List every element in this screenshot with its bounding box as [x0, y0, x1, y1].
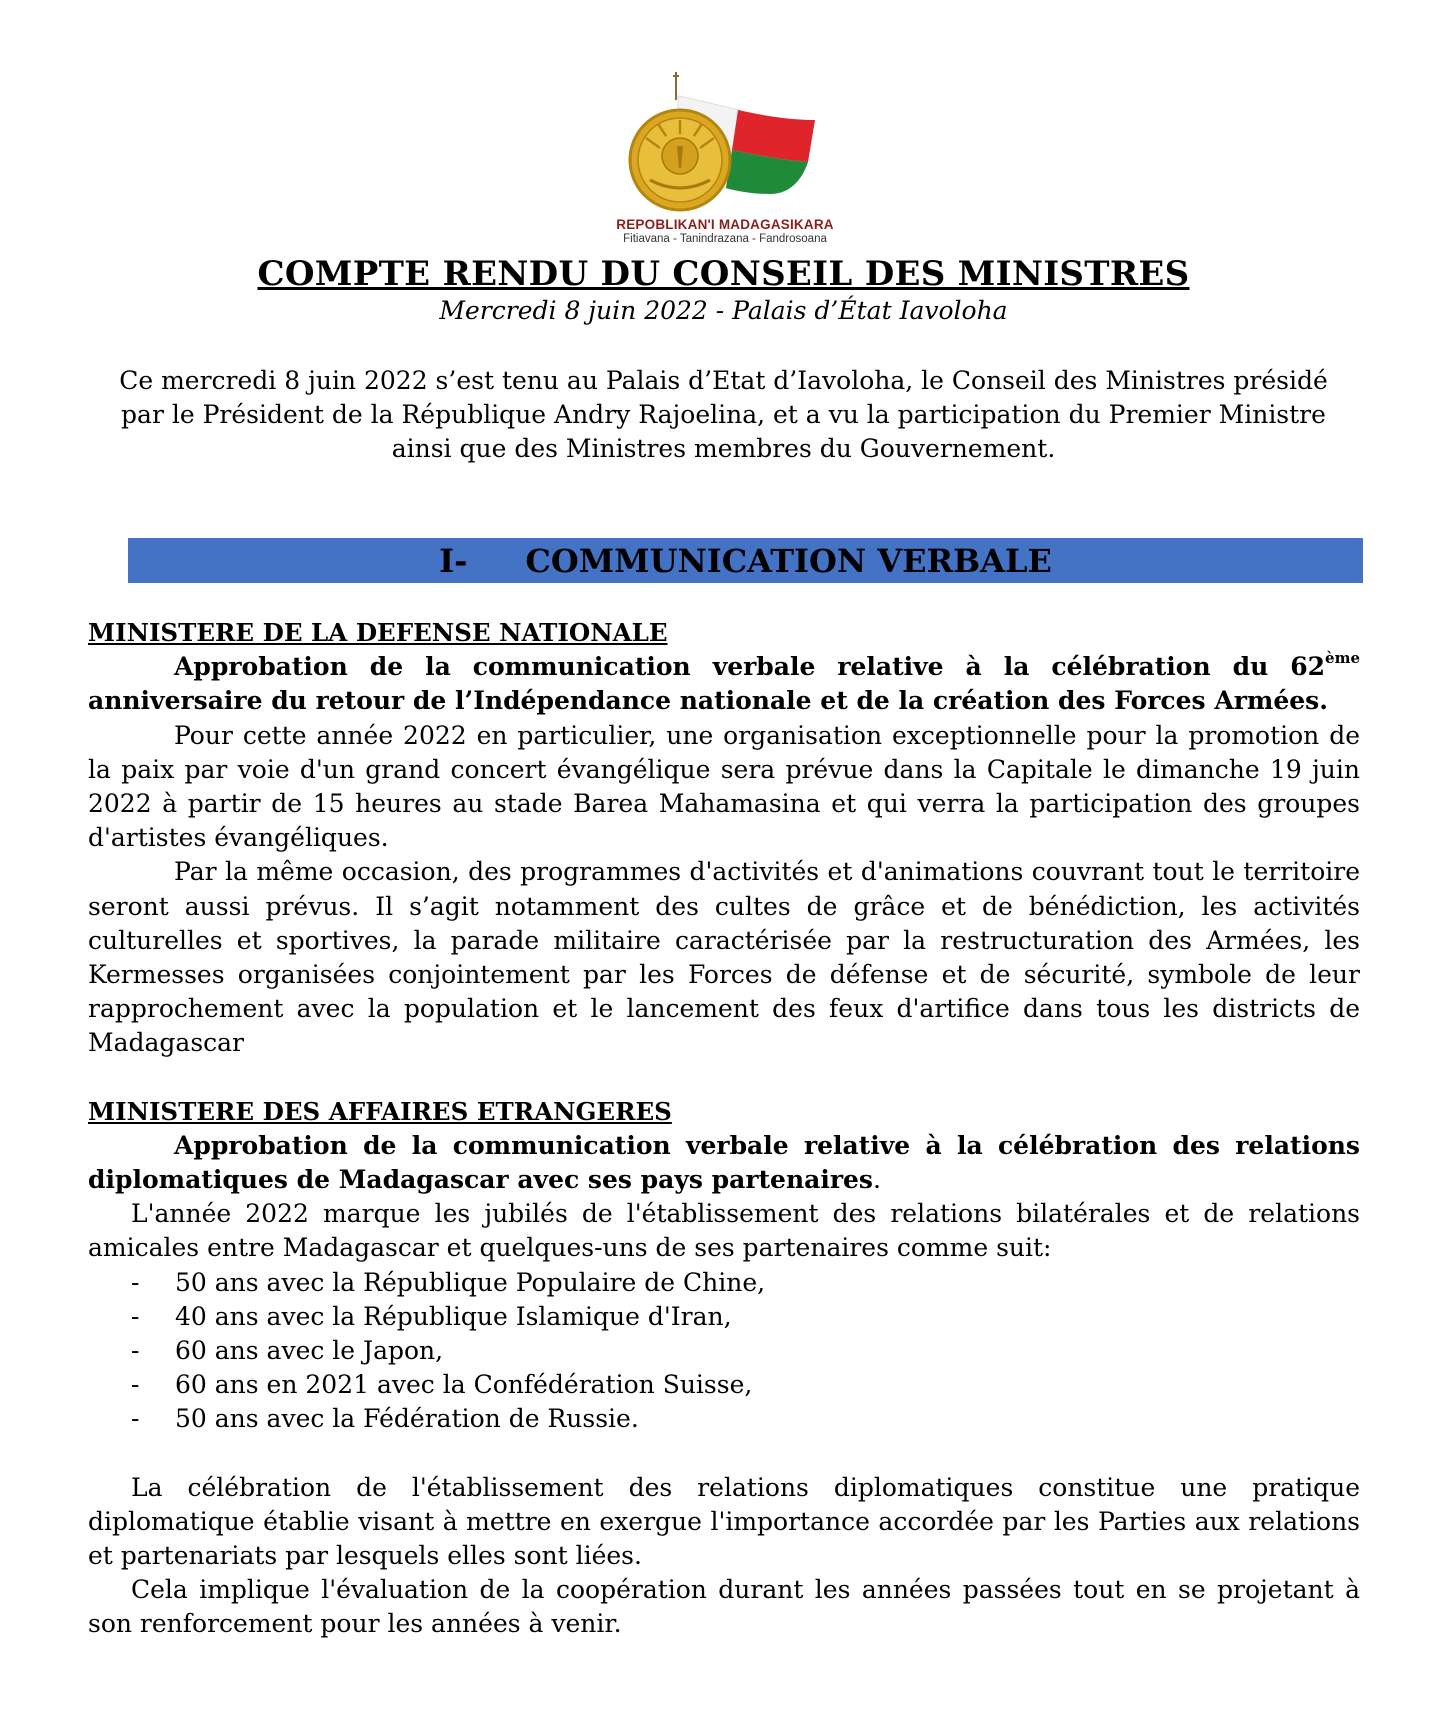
jubilee-list	[88, 1266, 1360, 1437]
list-item	[131, 1368, 1360, 1402]
list-item-text: 60 ans en 2021 avec la Confédération Suisse,	[175, 1370, 753, 1400]
list-bullet: -	[131, 1370, 140, 1400]
list-item	[131, 1266, 1360, 1300]
spacer	[88, 1061, 1360, 1095]
republic-emblem	[580, 70, 870, 250]
list-item-text: 50 ans avec la République Populaire de Chine,	[175, 1267, 766, 1297]
list-bullet: -	[131, 1267, 140, 1297]
page-subtitle: Mercredi 8 juin 2022 - Palais d’État Iavoloha	[439, 296, 1008, 325]
foreign-paragraph-3: Cela implique l'évaluation de la coopération durant les années passées tout en se projetant à son renforcement pour les années à venir.	[88, 1575, 1360, 1639]
ministry-heading-foreign-affairs: MINISTERE DES AFFAIRES ETRANGERES	[88, 1096, 672, 1126]
foreign-paragraph-1: L'année 2022 marque les jubilés de l'établissement des relations bilatérales et de relations amicales entre Madagascar et quelques-uns de ses partenaires comme suit:	[88, 1199, 1360, 1263]
foreign-approval-text: Approbation de la communication verbale relative à la célébration des relations diplomatiques de Madagascar avec ses pays partenaires	[88, 1130, 1360, 1195]
logo-motto: Fitiavana - Tanindrazana - Fandrosoana	[623, 233, 827, 245]
ministry-heading-defense: MINISTERE DE LA DEFENSE NATIONALE	[88, 618, 668, 647]
logo-name: REPOBLIKAN'I MADAGASIKARA	[616, 217, 834, 232]
seal-and-flag-icon	[580, 70, 870, 220]
defense-approval-statement	[88, 650, 1360, 718]
defense-paragraph-1: Pour cette année 2022 en particulier, une organisation exceptionnelle pour la promotion de la paix par voie d'un grand concert évangélique sera prévue dans la Capitale le dimanche 19 juin 2022 à partir de 15 heures au stade Barea Mahamasina et qui verra la participation des groupes d'artistes évangéliques.	[88, 720, 1360, 853]
foreign-approval-tail: .	[873, 1165, 881, 1195]
list-item-text: 40 ans avec la République Islamique d'Iran,	[175, 1301, 732, 1331]
list-bullet: -	[131, 1301, 140, 1331]
defense-paragraph-2: Par la même occasion, des programmes d'activités et d'animations couvrant tout le territoire seront aussi prévus. Il s’agit notamment des cultes de grâce et de bénédiction, les activités culturelles et sportives, la parade militaire caractérisée par la restructuration des Armées, les Kermesses organisées conjointement par les Forces de défense et de sécurité, symbole de leur rapprochement avec la population et le lancement des feux d'artifice dans tous les districts de Madagascar	[88, 857, 1360, 1058]
section-title: COMMUNICATION VERBALE	[525, 541, 1052, 580]
page-title: COMPTE RENDU DU CONSEIL DES MINISTRES	[257, 254, 1190, 294]
spacer	[88, 1437, 1360, 1471]
foreign-approval-statement	[88, 1129, 1360, 1197]
defense-approval-text-cont: anniversaire du retour de l’Indépendance nationale et de la création des Forces Armées.	[88, 686, 1328, 716]
section-banner	[128, 538, 1363, 583]
list-item	[131, 1300, 1360, 1334]
list-bullet: -	[131, 1336, 140, 1366]
section-number: I-	[439, 541, 468, 580]
list-item-text: 50 ans avec la Fédération de Russie.	[175, 1404, 639, 1434]
document-body	[88, 616, 1360, 1642]
intro-paragraph: Ce mercredi 8 juin 2022 s’est tenu au Palais d’Etat d’Iavoloha, le Conseil des Ministres présidé par le Président de la République Andry Rajoelina, et a vu la participation du Premier Ministre ainsi que des Ministres membres du Gouvernement.	[119, 366, 1328, 463]
list-item	[131, 1402, 1360, 1436]
list-item	[131, 1334, 1360, 1368]
foreign-paragraph-2: La célébration de l'établissement des relations diplomatiques constitue une pratique diplomatique établie visant à mettre en exergue l'importance accordée par les Parties aux relations et partenariats par lesquels elles sont liées.	[88, 1472, 1360, 1571]
ordinal-suffix: ème	[1325, 649, 1360, 668]
defense-approval-text: Approbation de la communication verbale relative à la célébration du 62	[174, 652, 1326, 682]
list-bullet: -	[131, 1404, 140, 1434]
list-item-text: 60 ans avec le Japon,	[175, 1336, 444, 1366]
